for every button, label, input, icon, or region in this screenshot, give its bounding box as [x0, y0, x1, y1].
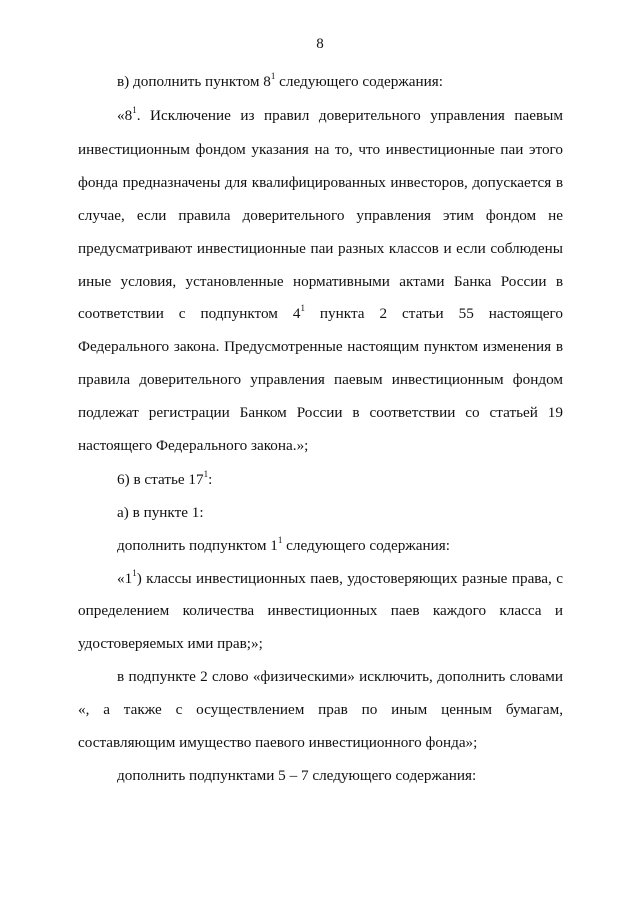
- paragraph-line-18: удостоверяемых ими прав;»;: [78, 635, 263, 652]
- paragraph-line-3: инвестиционным фондом указания на то, что инвестиционные паи этого: [78, 141, 563, 158]
- paragraph-line-11: подлежат регистрации Банком России в соответствии со статьей 19: [78, 404, 563, 421]
- paragraph-line-14: а) в пункте 1:: [117, 504, 204, 521]
- page-number: 8: [316, 36, 324, 52]
- paragraph-line-5: случае, если правила доверительного управления этим фондом не: [78, 207, 563, 224]
- paragraph-line-10: правила доверительного управления паевым инвестиционным фондом: [78, 371, 563, 388]
- paragraph-line-19: в подпункте 2 слово «физическими» исключить, дополнить словами: [117, 668, 563, 685]
- paragraph-line-16: «$1^1$) классы инвестиционных паев, удостоверяющих разные права, с: [117, 568, 563, 587]
- paragraph-line-4: фонда предназначены для квалифицированных инвесторов, допускается в: [78, 174, 563, 191]
- paragraph-line-9: Федерального закона. Предусмотренные настоящим пунктом изменения в: [78, 338, 563, 355]
- paragraph-line-13: 6) в статье $17^1$:: [117, 469, 213, 488]
- paragraph-line-22: дополнить подпунктами 5 – 7 следующего содержания:: [117, 767, 477, 784]
- superscript: 1: [132, 105, 137, 115]
- paragraph-line-21: составляющим имущество паевого инвестиционного фонда»;: [78, 734, 478, 751]
- superscript: 1: [132, 568, 137, 578]
- paragraph-line-1: в) дополнить пунктом $8^1$ следующего содержания:: [117, 71, 443, 90]
- superscript: 1: [203, 469, 209, 479]
- paragraph-line-7: иные условия, установленные нормативными актами Банка России в: [78, 273, 563, 290]
- paragraph-line-12: настоящего Федерального закона.»;: [78, 437, 309, 454]
- paragraph-line-6: предусматривают инвестиционные паи разных классов и если соблюдены: [78, 240, 563, 257]
- paragraph-line-2: «$8^1$. Исключение из правил доверительного управления паевым: [117, 105, 563, 124]
- superscript: 1: [277, 535, 283, 545]
- paragraph-line-17: определением количества инвестиционных паев каждого класса и: [78, 602, 563, 619]
- paragraph-line-20: «, а также с осуществлением прав по иным ценным бумагам,: [78, 701, 563, 718]
- superscript: 1: [270, 71, 276, 81]
- paragraph-line-15: дополнить подпунктом $1^1$ следующего содержания:: [117, 535, 450, 554]
- paragraph-line-8: соответствии с подпунктом $4^1$ пункта 2 статьи 55 настоящего: [78, 303, 563, 322]
- superscript: 1: [300, 303, 305, 313]
